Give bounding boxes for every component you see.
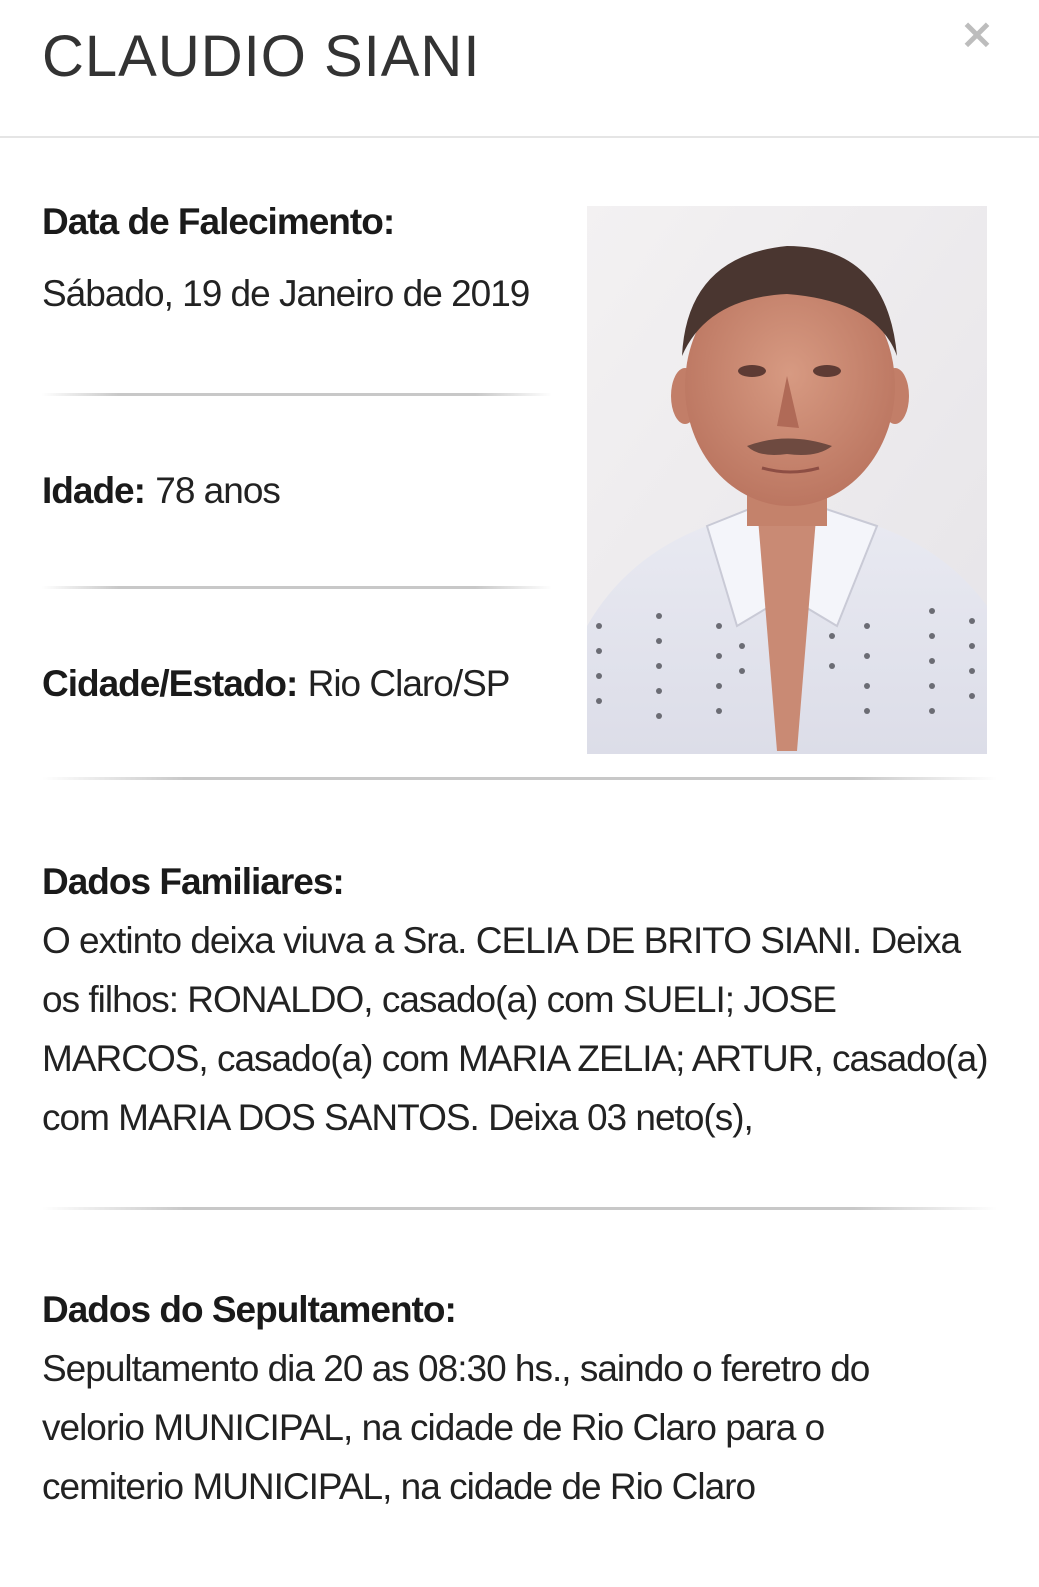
burial-label: Dados do Sepultamento: xyxy=(42,1289,456,1330)
modal-header xyxy=(0,0,1039,138)
burial-section xyxy=(42,1280,942,1516)
divider xyxy=(42,1207,997,1210)
divider xyxy=(42,393,552,396)
city-state-value: Rio Claro/SP xyxy=(307,663,510,704)
death-date-label: Data de Falecimento: xyxy=(42,201,395,242)
burial-text: Sepultamento dia 20 as 08:30 hs., saindo o feretro do velorio MUNICIPAL, na cidade de Rio Claro para o cemiterio MUNICIPAL, na cidade de Rio Claro xyxy=(42,1348,870,1507)
family-text: O extinto deixa viuva a Sra. CELIA DE BRITO SIANI. Deixa os filhos: RONALDO, casado(a) com SUELI; JOSE MARCOS, casado(a) com MARIA ZELIA; ARTUR, casado(a) com MARIA DOS SANTOS. Deixa 03 neto(s), xyxy=(42,920,988,1138)
age-value: 78 anos xyxy=(155,470,280,511)
portrait-photo-icon xyxy=(587,206,987,754)
city-state-label: Cidade/Estado: xyxy=(42,663,298,704)
portrait-photo xyxy=(587,206,987,754)
close-icon[interactable]: × xyxy=(959,9,995,58)
family-section xyxy=(42,852,1002,1147)
city-state-section xyxy=(42,660,509,708)
divider xyxy=(42,586,552,589)
age-section xyxy=(42,467,280,515)
death-date-value: Sábado, 19 de Janeiro de 2019 xyxy=(42,273,530,314)
death-date-section xyxy=(42,198,529,318)
divider xyxy=(42,777,997,780)
age-label: Idade: xyxy=(42,470,145,511)
family-label: Dados Familiares: xyxy=(42,861,344,902)
modal-title: CLAUDIO SIANI xyxy=(42,24,481,89)
